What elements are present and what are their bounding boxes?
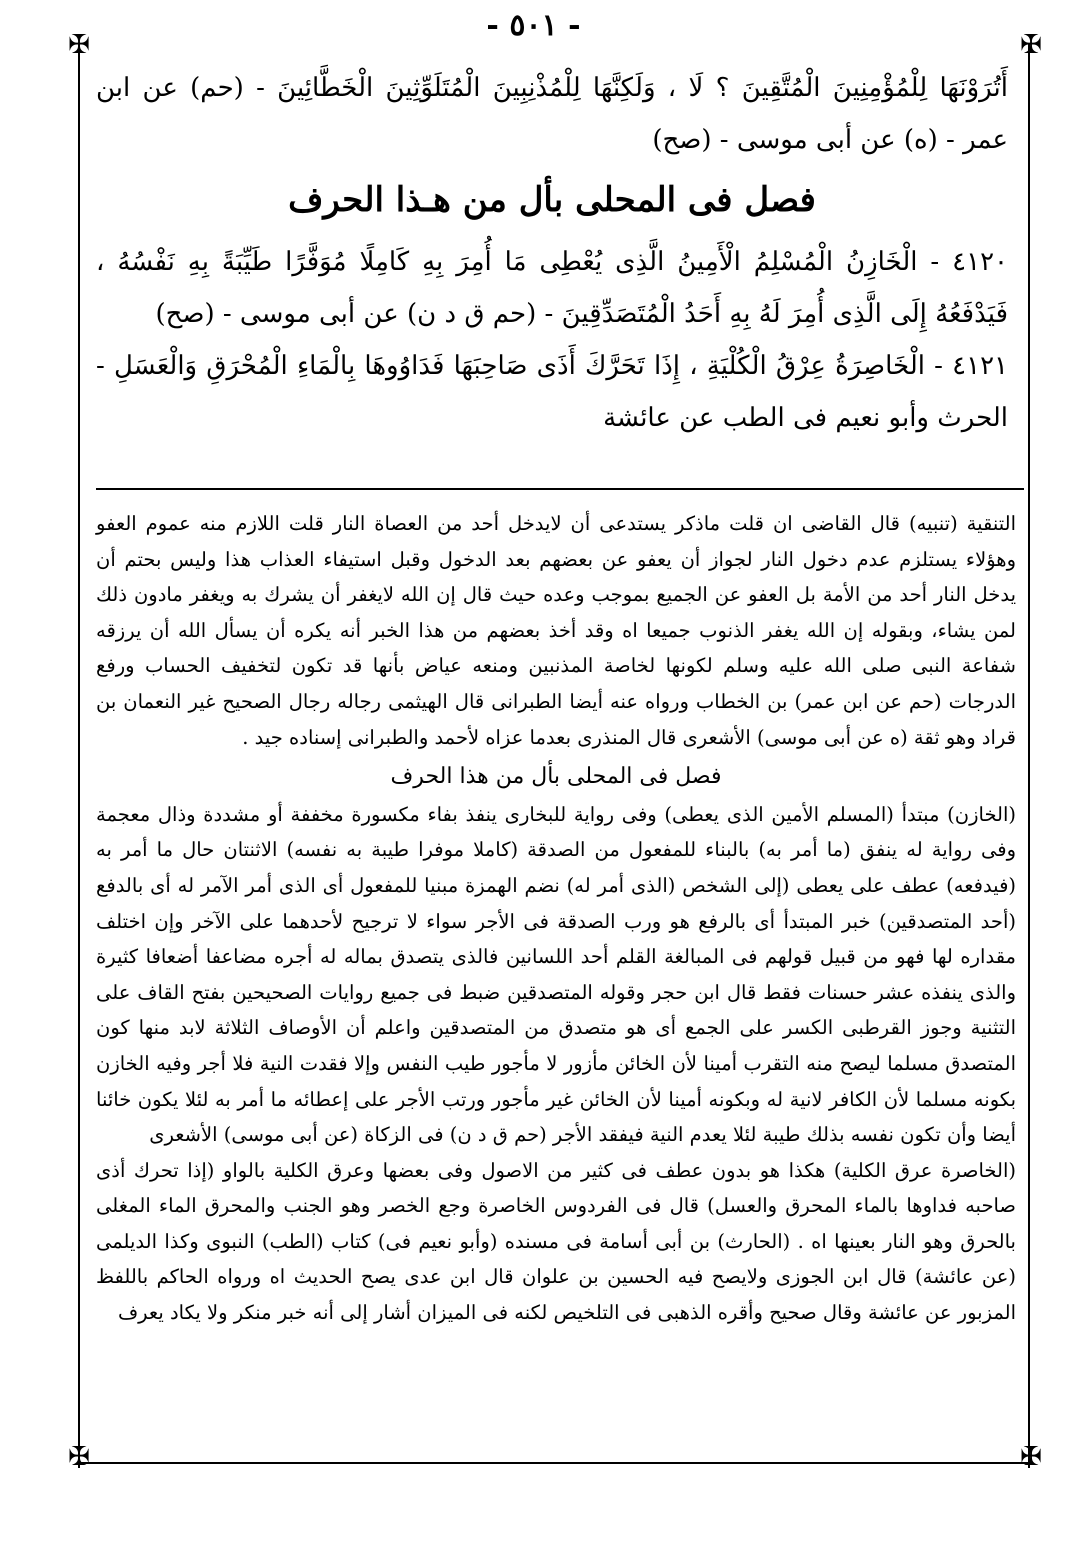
- corner-ornament-icon: ✠: [68, 1442, 90, 1472]
- hadith-tail: أَتُرَوْنَهَا لِلْمُؤْمِنِينَ الْمُتَّقِينَ ؟ لَا ، وَلَكِنَّهَا لِلْمُذْنِبِينَ الْمُتَلَوِّثِينَ الْخَطَّائِينَ - (حم) عن ابن عمر - (ه) عن أبى موسى - (صح): [96, 73, 1008, 155]
- main-text: [96, 62, 1008, 444]
- commentary: [96, 506, 1016, 1331]
- section-heading: فصل فى المحلى بأل من هـذا الحرف: [288, 180, 816, 220]
- frame-bottom-rule: [78, 1462, 1030, 1464]
- text-divider: [96, 488, 1024, 490]
- commentary-paragraph: (الخاصرة عرق الكلية) هكذا هو بدون عطف فى كثير من الاصول وفى بعضها وعرق الكلية بالواو (إذا تحرك أذى صاحبه فداوها بالماء المحرق والعسل) قال فى الفردوس الخاصرة وجع الخصر وهو الجنب والمحرق الماء المغلى بالحرق وهو النار بعينها اه . (الحارث) بن أبى أسامة فى مسنده (وأبو نعيم فى) كتاب (الطب) النبوى وكذا الديلمى (عن عائشة) قال ابن الجوزى ولايصح فيه الحسين بن علوان قال ابن عدى يصح الحديث اه ورواه الحاكم باللفظ المزبور عن عائشة وقال صحيح وأقره الذهبى فى التلخيص لكنه فى الميزان أشار إلى أنه خبر منكر ولا يكاد يعرف: [96, 1158, 1016, 1325]
- hadith-4120: ٤١٢٠ - الْخَازِنُ الْمُسْلِمُ الْأَمِينُ الَّذِى يُعْطِى مَا أُمِرَ بِهِ كَامِلًا مُوَفَّرًا طَيِّبَةً بِهِ نَفْسُهُ ، فَيَدْفَعُهُ إِلَى الَّذِى أُمِرَ لَهُ بِهِ أَحَدُ الْمُتَصَدِّقِينَ - (حم ق د ن) عن أبى موسى - (صح): [96, 247, 1008, 329]
- commentary-paragraph: التنقية (تنبيه) قال القاضى ان قلت ماذكر يستدعى أن لايدخل أحد من العصاة النار قلت اللازم منه عموم العفو وهؤلاء يستلزم عدم دخول النار لجواز أن يعفو عن بعضهم بعد الدخول وقبل استيفاء العذاب هذا وليس بحتم أن يدخل النار أحد من الأمة بل العفو عن الجميع بموجب وعده حيث قال إن الله لايغفر أن يشرك به ويغفر مادون ذلك لمن يشاء، وبقوله إن الله يغفر الذنوب جميعا اه وقد أخذ بعضهم من هذا الخبر أنه يكره أن يسأل الله أن يرزقه شفاعة النبى صلى الله عليه وسلم لكونها لخاصة المذنبين ومنعه عياض بأنها قد تكون لتخفيف الحساب ورفع الدرجات (حم عن ابن عمر) بن الخطاب ورواه عنه أيضا الطبرانى قال الهيثمى رجاله رجال الصحيح غير النعمان بن قراد وهو ثقة (ه عن أبى موسى) الأشعرى قال المنذرى بعدما عزاه لأحمد والطبرانى إسناده جيد .: [96, 512, 1016, 749]
- corner-ornament-icon: ✠: [1020, 1442, 1042, 1472]
- commentary-paragraph: (الخازن) مبتدأ (المسلم الأمين الذى يعطى) وفى رواية للبخارى ينفذ بفاء مكسورة مخففة أو مشددة وذال معجمة وفى رواية له ينفق (ما أمر به) بالبناء للمفعول من الصدقة (كاملا موفرا طيبة به نفسه) الاثنتان حال ما أمر به (فيدفعه) عطف على يعطى (إلى الشخص (الذى أمر له) نضم الهمزة مبنيا للمفعول أى الذى أمر الآمر له أى بالدفع (أحد المتصدقين) خبر المبتدأ أى بالرفع هو ورب الصدقة فى الأجر سواء لا ترجيح لأحدهما على الآخر وإن اختلف مقداره لها فهو من قبيل قولهم فى المبالغة القلم أحد اللسانين فالذى يتصدق بماله له أجره مضاعفا أضعافا كثيرة والذى ينفذه عشر حسنات فقط قال ابن حجر وقوله المتصدقين ضبط فى جميع روايات الصحيحين بفتح القاف على التثنية وجوز القرطبى الكسر على الجمع أى هو متصدق من المتصدقين واعلم أن الأوصاف الثلاثة لابد منها كون المتصدق مسلما ليصح منه التقرب أمينا لأن الخائن مأزور لا مأجور طيب النفس وإلا فقدت النية فلا أجر وفيه الخازن بكونه مسلما لأن الكافر لانية له وبكونه أمينا لأن الخائن غير مأجور ورتب الأجر على إعطائه ما أمر به لئلا يكون خائنا أيضا وأن تكون نفسه بذلك طيبة لئلا يعدم النية فيفقد الأجر (حم ق د ن) فى الزكاة (عن أبى موسى) الأشعرى: [96, 802, 1016, 1147]
- commentary-section-heading: فصل فى المحلى بأل من هذا الحرف: [390, 764, 722, 790]
- corner-ornament-icon: ✠: [68, 30, 90, 60]
- hadith-4121: ٤١٢١ - الْخَاصِرَةُ عِرْقُ الْكُلْيَةِ ، إِذَا تَحَرَّكَ أَذَى صَاحِبَهَا فَدَاوُوهَا بِالْمَاءِ الْمُحْرَقِ وَالْعَسَلِ - الحرث وأبو نعيم فى الطب عن عائشة: [96, 351, 1008, 433]
- corner-ornament-icon: ✠: [1020, 30, 1042, 60]
- page-number: - ٥٠١ -: [486, 8, 581, 43]
